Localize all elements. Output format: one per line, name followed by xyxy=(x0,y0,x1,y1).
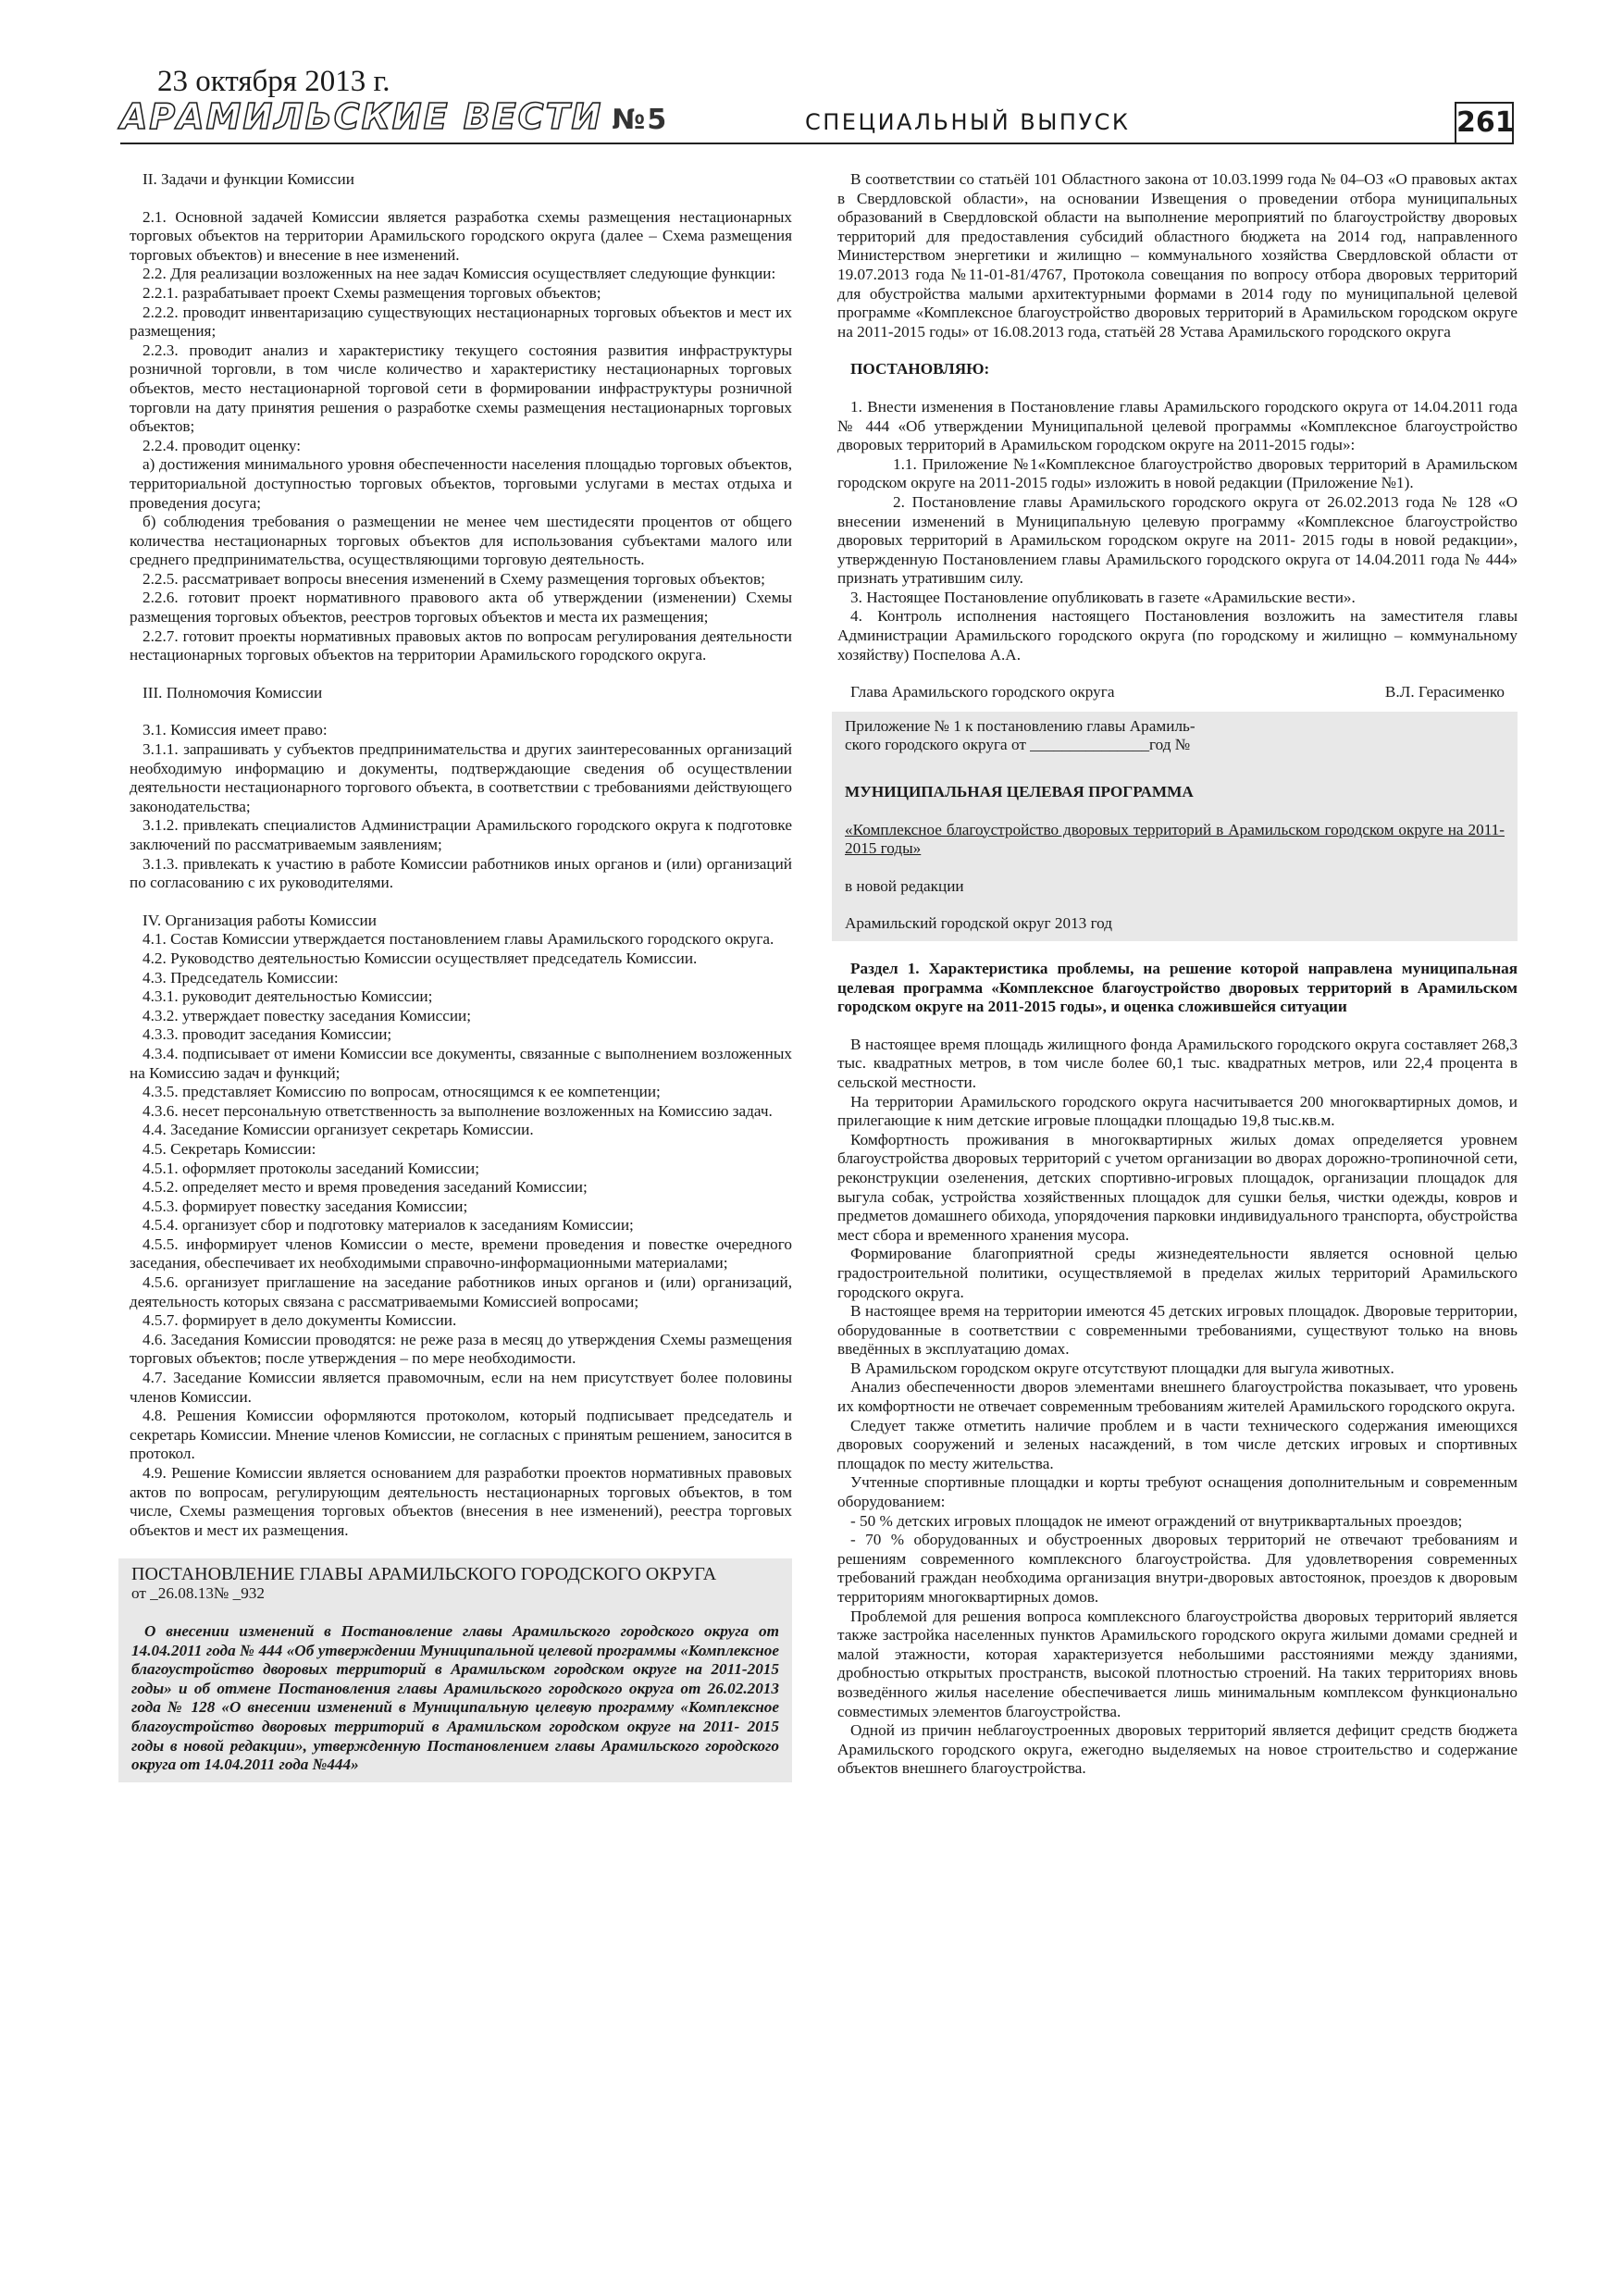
program-name: «Комплексное благоустройство дворовых территорий в Арамильском городском округе на 2011-2015 годы» xyxy=(845,820,1505,858)
paragraph: 4.5.7. формирует в дело документы Комиссии. xyxy=(142,1311,457,1330)
signatory-name: В.Л. Герасименко xyxy=(1384,683,1505,701)
paragraph: 4.5.1. оформляет протоколы заседаний Комиссии; xyxy=(142,1159,480,1177)
paragraph: На территории Арамильского городского округа насчитывается 200 многоквартирных домов, и прилегающие к ним детские игровые площадки площадью 19,8 тыс.кв.м. xyxy=(837,1092,1518,1130)
annex-box xyxy=(832,712,1518,941)
paragraph: 4.3.5. представляет Комиссию по вопросам, относящимся к ее компетенции; xyxy=(142,1083,661,1101)
page-header xyxy=(0,0,1623,157)
paragraph: 4.6. Заседания Комиссии проводятся: не реже раза в месяц до утверждения Схемы размещения торговых объектов; после утверждения – по мере необходимости. xyxy=(130,1330,792,1368)
decree-item: 1. Внести изменения в Постановление главы Арамильского городского округа от 14.04.2011 года № 444 «Об утверждении Муниципальной целевой программы «Комплексное благоустройство дворовых территорий в Арамильском городском округе на 2011-2015 годы»: xyxy=(837,397,1518,454)
section-2-title: II. Задачи и функции Комиссии xyxy=(142,170,354,188)
decree-item: 1.1. Приложение №1«Комплексное благоустройство дворовых территорий в Арамильском городском округе на 2011-2015 годы» изложить в новой редакции (Приложение №1). xyxy=(837,454,1518,492)
paragraph: Учтенные спортивные площадки и корты требуют оснащения дополнительным и современным оборудованием: xyxy=(837,1473,1518,1511)
header-divider xyxy=(120,143,1510,144)
paragraph: 2.2.5. рассматривает вопросы внесения изменений в Схему размещения торговых объектов; xyxy=(142,569,765,588)
paragraph: Следует также отметить наличие проблем и в части технического содержания имеющихся дворовых сооружений и зеленых насаждений, в том числе детских игровых и спортивных площадок по месту жительства. xyxy=(837,1416,1518,1472)
paragraph: 2.2.3. проводит анализ и характеристику текущего состояния развития инфраструктуры розничной торговли, в том числе количество и характеристику нестационарных торговых объектов, место нестационарной торговой сети в формировании инфраструктуры розничной торговли на дату принятия решения о разработке схемы размещения нестационарных торговых объектов; xyxy=(130,341,792,436)
decree-title: ПОСТАНОВЛЕНИЕ ГЛАВЫ АРАМИЛЬСКОГО ГОРОДСКОГО ОКРУГА xyxy=(131,1564,717,1585)
decree-box xyxy=(118,1558,792,1781)
issue-number: №5 xyxy=(612,104,669,136)
paragraph: 4.3.1. руководит деятельностью Комиссии; xyxy=(142,987,433,1006)
paragraph: 2.2.7. готовит проекты нормативных правовых актов по вопросам регулирования деятельности нестационарных торговых объектов на территории Арамильского городского округа. xyxy=(130,627,792,664)
paragraph: 4.5.2. определяет место и время проведения заседаний Комиссии; xyxy=(142,1178,588,1197)
paragraph: 4.5.5. информирует членов Комиссии о месте, времени проведения и повестке очередного заседания, обеспечивает их необходимыми справочно-информационными материалами; xyxy=(130,1235,792,1272)
paragraph: Анализ обеспеченности дворов элементами внешнего благоустройства показывает, что уровень их комфортности не отвечает современным требованиям жителей Арамильского городского округа. xyxy=(837,1378,1518,1416)
paragraph: 4.2. Руководство деятельностью Комиссии осуществляет председатель Комиссии. xyxy=(142,949,698,967)
paragraph: 4.5. Секретарь Комиссии: xyxy=(142,1139,316,1158)
paragraph: а) достижения минимального уровня обеспеченности населения площадью торговых объектов, территориальной доступностью торговых объектов, торговыми услугами в местах отдыха и проведения досуга; xyxy=(130,455,792,512)
paragraph: Комфортность проживания в многоквартирных жилых домах определяется уровнем благоустройства дворовых территорий с учетом организации во дворах дорожно-тропиночной сети, реконструкции озеленения, детских спортивно-игровых площадок, организации площадок для выгула собак, устройства хозяйственных площадок для сушки белья, чистки одежды, ковров и предметов домашнего обихода, упорядочения парковки индивидуального транспорта, обустройства мест сбора и временного хранения мусора. xyxy=(837,1130,1518,1244)
signature-line xyxy=(837,683,1518,702)
paragraph: 2.2.2. проводит инвентаризацию существующих нестационарных торговых объектов и мест их размещения; xyxy=(130,303,792,341)
paragraph: 4.3.6. несет персональную ответственность за выполнение возложенных на Комиссию задач. xyxy=(142,1101,773,1120)
paragraph: 4.4. Заседание Комиссии организует секретарь Комиссии. xyxy=(142,1121,534,1139)
left-column xyxy=(130,170,792,1782)
paragraph: 4.3.2. утверждает повестку заседания Комиссии; xyxy=(142,1006,472,1024)
paragraph: В настоящее время площадь жилищного фонда Арамильского городского округа составляет 268,3 тыс. квадратных метров, в том числе более 60,1 тыс. квадратных метров, или 22,4 процента в сельской местности. xyxy=(837,1035,1518,1091)
right-column xyxy=(837,170,1518,1779)
decree-item: 4. Контроль исполнения настоящего Постановления возложить на заместителя главы Администрации Арамильского городского округа (по городскому и жилищно – коммунальному хозяйству) Поспелова А.А. xyxy=(837,607,1518,664)
program-title: МУНИЦИПАЛЬНАЯ ЦЕЛЕВАЯ ПРОГРАММА xyxy=(845,783,1194,801)
paragraph: 4.3. Председатель Комиссии: xyxy=(142,968,339,987)
paragraph: 3.1.3. привлекать к участию в работе Комиссии работников иных органов и (или) организаций по согласованию с их руководителями. xyxy=(130,854,792,892)
paragraph: 3.1.1. запрашивать у субъектов предпринимательства и других заинтересованных организаций необходимую информацию и документы, подтверждающие сведения об осуществлении деятельности нестационарного торгового объекта, в соответствии с требованиями действующего законодательства; xyxy=(130,740,792,815)
decree-item: 3. Настоящее Постановление опубликовать в газете «Арамильские вести». xyxy=(850,588,1356,606)
section-label: СПЕЦИАЛЬНЫЙ ВЫПУСК xyxy=(805,109,1131,135)
paragraph: 4.3.4. подписывает от имени Комиссии все документы, связанные с выполнением возложенных на Комиссию задач и функций; xyxy=(130,1044,792,1082)
paragraph: 4.1. Состав Комиссии утверждается постановлением главы Арамильского городского округа. xyxy=(142,930,774,949)
decree-preamble: В соответствии со статьёй 101 Областного закона от 10.03.1999 года № 04–ОЗ «О правовых актах в Свердловской области», на основании Извещения о проведении отбора муниципальных образований в Свердловской области на выполнение мероприятий по благоустройству дворовых территорий для предоставления субсидий областного бюджета на 2014 год, направленного Министерством энергетики и жилищно – коммунального хозяйства Свердловской области от 19.07.2013 года №11-01-81/4767, Протокола совещания по вопросу отбора дворовых территорий для обустройства малыми архитектурными формами в 2014 году по муниципальной целевой программе «Комплексное благоустройство дворовых территорий в Арамильском городском округе на 2011-2015 годы» от 16.08.2013 года, статьёй 28 Устава Арамильского городского округа xyxy=(837,170,1518,341)
issue-date: 23 октября 2013 г. xyxy=(157,65,390,98)
paragraph: В Арамильском городском округе отсутствуют площадки для выгула животных. xyxy=(850,1359,1394,1377)
resolve-heading: ПОСТАНОВЛЯЮ: xyxy=(850,360,990,379)
paragraph: 3.1.2. привлекать специалистов Администрации Арамильского городского округа к подготовке заключений по рассматриваемым заявлениям; xyxy=(130,816,792,853)
paragraph: 3.1. Комиссия имеет право: xyxy=(142,721,328,739)
paragraph: 4.5.6. организует приглашение на заседание работников иных органов и (или) организаций, деятельность которых связана с рассматриваемыми Комиссией вопросами; xyxy=(130,1273,792,1310)
paragraph: 4.5.3. формирует повестку заседания Комиссии; xyxy=(142,1197,468,1215)
paragraph: Проблемой для решения вопроса комплексного благоустройства дворовых территорий является также застройка населенных пунктов Арамильского городского округа жилыми домами средней и малой этажности, которая характеризуется небольшими расстояниями между зданиями, дробностью открытых пространств, высокой плотностью строений. На таких территориях вновь возведённого жилья население обеспечивается лишь минимальным комплексом функционально совместимых элементов благоустройства. xyxy=(837,1607,1518,1720)
paragraph: 4.7. Заседание Комиссии является правомочным, если на нем присутствует более половины членов Комиссии. xyxy=(130,1369,792,1406)
paragraph: 2.2.4. проводит оценку: xyxy=(142,436,302,454)
annex-line: Приложение № 1 к постановлению главы Арамиль- xyxy=(845,716,1196,735)
section-3-title: III. Полномочия Комиссии xyxy=(142,683,323,701)
paragraph: 2.2.1. разрабатывает проект Схемы размещения торговых объектов; xyxy=(142,283,601,302)
paragraph: Формирование благоприятной среды жизнедеятельности является основной целью градостроительной политики, осуществляемой в пределах жилых территорий Арамильского городского округа. xyxy=(837,1245,1518,1301)
decree-subject: О внесении изменений в Постановление главы Арамильского городского округа от 14.04.2011 года № 444 «Об утверждении Муниципальной целевой программы «Комплексное благоустройство дворовых территорий в Арамильском городском округе на 2011-2015 годы» и об отмене Постановления главы Арамильского городского округа от 26.02.2013 года № 128 «О внесении изменений в Муниципальную целевую программу «Комплексное благоустройство дворовых территорий в Арамильском городском округе на 2011- 2015 годы в новой редакции», утвержденную Постановлением главы Арамильского городского округа от 14.04.2011 года №444» xyxy=(131,1621,779,1774)
paragraph: Одной из причин неблагоустроенных дворовых территорий является дефицит средств бюджета Арамильского городского округа, ежегодно выделяемых на новое строительство и содержание объектов внешнего благоустройства. xyxy=(837,1721,1518,1778)
decree-item: 2. Постановление главы Арамильского городского округа от 26.02.2013 года № 128 «О внесении изменений в Муниципальную целевую программу «Комплексное благоустройство дворовых территорий в Арамильском городском округе на 2011- 2015 годы в новой редакции», утвержденную Постановлением главы Арамильского городского округа от 14.04.2011 года № 444» признать утратившим силу. xyxy=(837,492,1518,588)
paragraph: 2.1. Основной задачей Комиссии является разработка схемы размещения нестационарных торговых объектов на территории Арамильского городского округа (далее – Схема размещения торговых объектов) и внесение в нее изменений. xyxy=(130,207,792,264)
paragraph: - 70 % оборудованных и обустроенных дворовых территорий не отвечают требованиям и решениям современного комплексного благоустройства. Для удовлетворения современных требований граждан необходима организация внутри-дворовых автостоянок, проездов к дворовым территориям многоквартирных домов. xyxy=(837,1531,1518,1606)
paragraph: 4.3.3. проводит заседания Комиссии; xyxy=(142,1025,392,1044)
paragraph: 2.2.6. готовит проект нормативного правового акта об утверждении (изменении) Схемы размещения торговых объектов, реестров торговых объектов и места их размещения; xyxy=(130,589,792,627)
signatory-title: Глава Арамильского городского округа xyxy=(850,683,1115,701)
paragraph: 4.9. Решение Комиссии является основанием для разработки проектов нормативных правовых актов по вопросам, регулирующим деятельность нестационарных торговых объектов, в том числе, Схемы размещения торговых объектов (внесения в нее изменений), реестра торговых объектов и мест их размещения. xyxy=(130,1464,792,1539)
decree-date: от _26.08.13№ _932 xyxy=(131,1584,265,1603)
program-place: Арамильский городской округ 2013 год xyxy=(845,914,1113,933)
paragraph: 2.2. Для реализации возложенных на нее задач Комиссия осуществляет следующие функции: xyxy=(142,265,776,283)
paragraph: 4.8. Решения Комиссии оформляются протоколом, который подписывает председатель и секретарь Комиссии. Мнение членов Комиссии, не согласных с принятым решением, заносится в протокол. xyxy=(130,1407,792,1463)
paragraph: 4.5.4. организует сбор и подготовку материалов к заседаниям Комиссии; xyxy=(142,1216,634,1235)
program-edition: в новой редакции xyxy=(845,876,964,895)
section-1-title: Раздел 1. Характеристика проблемы, на решение которой направлена муниципальная целевая программа «Комплексное благоустройство дворовых территорий в Арамильском городском округе на 2011-2015 годы», и оценка сложившейся ситуации xyxy=(837,960,1518,1016)
paragraph: В настоящее время на территории имеются 45 детских игровых площадок. Дворовые территории, оборудованные в соответствии с современными требованиями, существуют только на вновь введённых в эксплуатацию домах. xyxy=(837,1302,1518,1359)
paragraph: б) соблюдения требования о размещении не менее чем шестидесяти процентов от общего количества нестационарных торговых объектов для использования субъектами малого или среднего предпринимательства, осуществляющими торговую деятельность. xyxy=(130,513,792,569)
section-4-title: IV. Организация работы Комиссии xyxy=(142,911,377,929)
annex-line: ского городского округа от _______________год № xyxy=(845,736,1191,754)
newspaper-title xyxy=(120,96,668,137)
page-number: 261 xyxy=(1455,102,1514,144)
paragraph: - 50 % детских игровых площадок не имеют ограждений от внутриквартальных проездов; xyxy=(850,1511,1463,1530)
newspaper-name: АРАМИЛЬСКИЕ ВЕСТИ xyxy=(120,96,603,137)
